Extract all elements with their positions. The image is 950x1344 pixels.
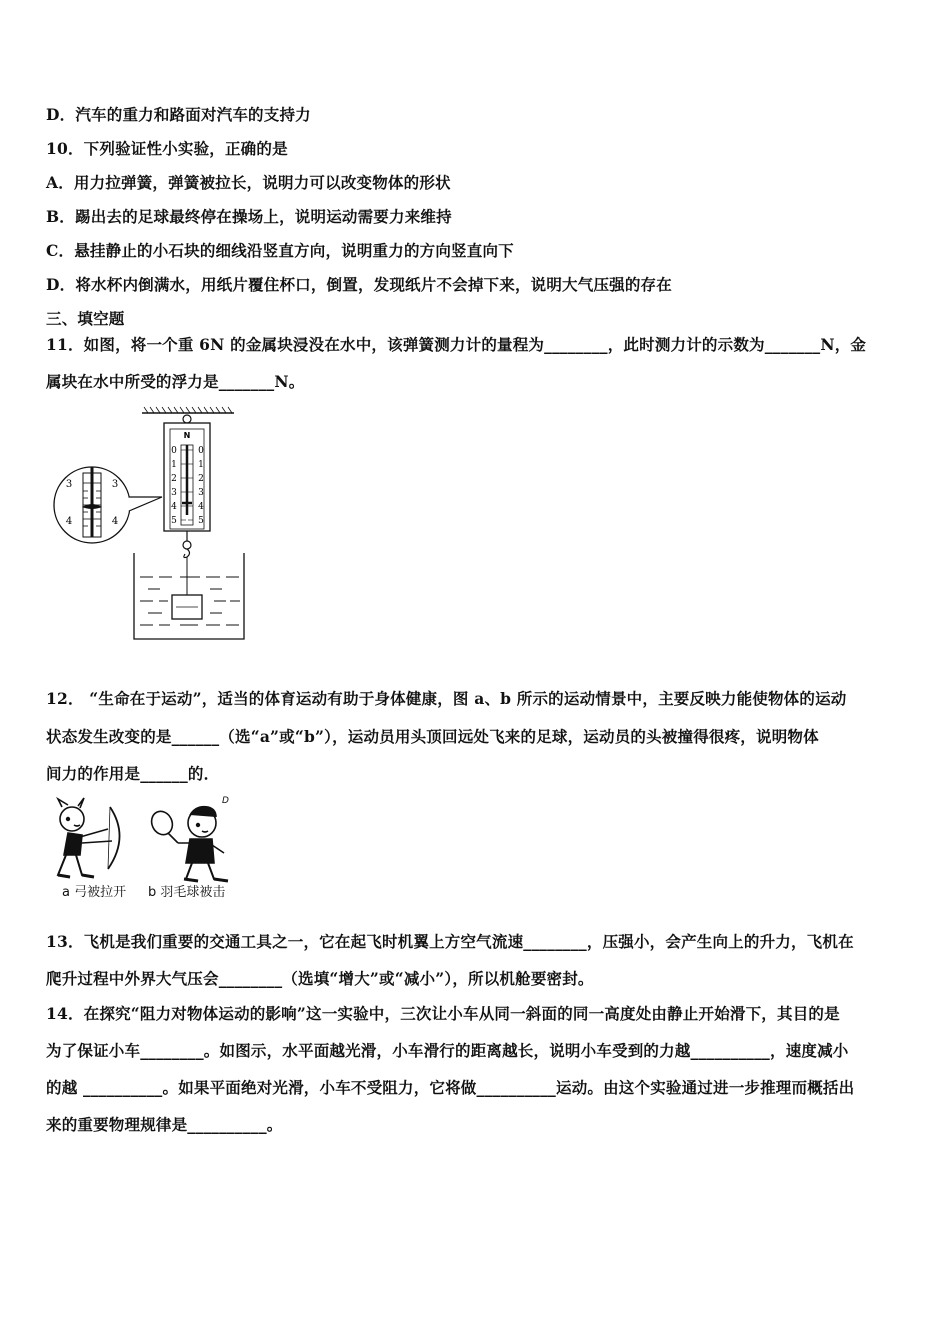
option-10d: D．将水杯内倒满水，用纸片覆住杯口，倒置，发现纸片不会掉下来，说明大气压强的存在 [46, 275, 672, 294]
svg-text:5: 5 [171, 516, 177, 526]
water-beaker [134, 553, 244, 639]
svg-text:1: 1 [198, 460, 204, 470]
caption-a: a 弓被拉开 [62, 885, 127, 900]
question-12-line-3: 间力的作用是______的． [46, 764, 220, 783]
option-10b: B．踢出去的足球最终停在操场上，说明运动需要力来维持 [46, 207, 452, 226]
svg-text:2: 2 [198, 474, 204, 484]
question-11-line-1: 11．如图，将一个重 6N 的金属块浸没在水中，该弹簧测力计的量程为________，此时测力计的示数为_______N，金 [46, 335, 867, 354]
svg-text:0: 0 [171, 446, 177, 456]
top-ring [183, 415, 191, 423]
svg-text:2: 2 [171, 474, 177, 484]
question-10-stem: 10．下列验证性小实验，正确的是 [46, 139, 288, 158]
option-10c: C．悬挂静止的小石块的细线沿竖直方向，说明重力的方向竖直向下 [46, 241, 514, 260]
caption-b: b 羽毛球被击 [148, 885, 226, 900]
svg-text:5: 5 [198, 516, 204, 526]
svg-text:3: 3 [171, 488, 177, 498]
zoom-bubble [54, 467, 162, 543]
question-13-line-1: 13．飞机是我们重要的交通工具之一，它在起飞时机翼上方空气流速________，压强小，会产生向上的升力，飞机在 [46, 932, 854, 951]
bottom-ring [183, 541, 191, 549]
sports-figure [50, 793, 240, 903]
question-14-line-3: 的越 __________。如果平面绝对光滑，小车不受阻力，它将做__________运动。由这个实验通过进一步推理而概括出 [46, 1078, 855, 1097]
question-14-line-2: 为了保证小车________。如图示，水平面越光滑，小车滑行的距离越长，说明小车受到的力越__________，速度减小 [46, 1041, 849, 1060]
question-12-line-1: 12． “生命在于运动”，适当的体育运动有助于身体健康，图 a、b 所示的运动情景中，主要反映力能使物体的运动 [46, 689, 847, 708]
section-heading-fill-in: 三、填空题 [46, 309, 125, 328]
svg-text:3: 3 [111, 479, 119, 490]
question-13-line-2: 爬升过程中外界大气压会________（选填“增大”或“减小”），所以机舱要密封。 [46, 969, 594, 988]
svg-text:4: 4 [171, 502, 177, 512]
svg-text:D: D [222, 796, 229, 806]
unit-label: N [183, 431, 191, 440]
svg-text:4: 4 [111, 516, 119, 527]
svg-text:3: 3 [65, 479, 73, 490]
svg-text:0: 0 [198, 446, 204, 456]
question-14-line-1: 14．在探究“阻力对物体运动的影响”这一实验中，三次让小车从同一斜面的同一高度处由静止开始滑下，其目的是 [46, 1004, 840, 1023]
question-12-line-2: 状态发生改变的是______（选“a”或“b”），运动员用头顶回远处飞来的足球，运动员的头被撞得很疼，说明物体 [46, 727, 819, 746]
svg-text:1: 1 [171, 460, 177, 470]
question-14-line-4: 来的重要物理规律是__________。 [46, 1115, 283, 1134]
svg-text:4: 4 [198, 502, 204, 512]
svg-text:4: 4 [65, 516, 73, 527]
question-11-line-2: 属块在水中所受的浮力是_______N。 [46, 372, 305, 391]
option-10a: A．用力拉弹簧，弹簧被拉长，说明力可以改变物体的形状 [46, 173, 451, 192]
archer-figure [58, 798, 120, 877]
option-9d: D．汽车的重力和路面对汽车的支持力 [46, 105, 311, 124]
hook [184, 549, 190, 558]
spring-scale-figure [50, 405, 250, 645]
ceiling-hatch [142, 407, 234, 413]
svg-text:3: 3 [198, 488, 204, 498]
badminton-figure [148, 796, 229, 881]
